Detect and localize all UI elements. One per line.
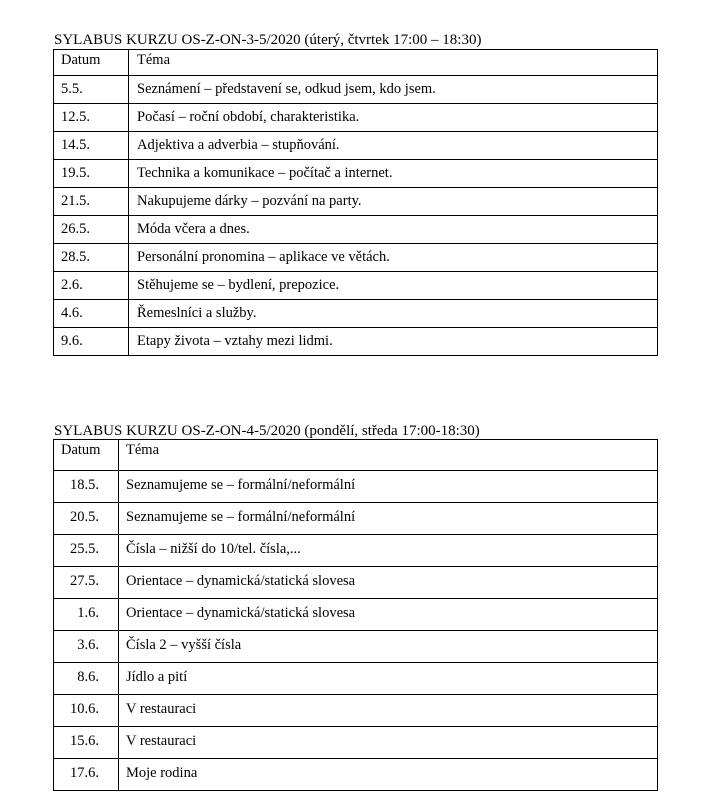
row-date: 3.6. [54, 631, 119, 663]
header-date: Datum [54, 440, 119, 471]
row-topic: Technika a komunikace – počítač a internet. [129, 160, 658, 188]
syllabus-2-caption: SYLABUS KURZU OS-Z-ON-4-5/2020 (pondělí, středa 17:00-18:30) [54, 423, 480, 439]
row-date: 26.5. [54, 216, 129, 244]
table-header-row [54, 50, 658, 76]
row-topic: Móda včera a dnes. [129, 216, 658, 244]
row-date: 14.5. [54, 132, 129, 160]
row-date: 27.5. [54, 567, 119, 599]
header-date: Datum [54, 50, 129, 76]
table-row [54, 535, 658, 567]
table-row [54, 216, 658, 244]
row-date: 9.6. [54, 328, 129, 356]
table-row [54, 328, 658, 356]
row-topic: Stěhujeme se – bydlení, prepozice. [129, 272, 658, 300]
row-topic: Seznamujeme se – formální/neformální [119, 471, 658, 503]
row-topic: V restauraci [119, 727, 658, 759]
table-row [54, 104, 658, 132]
row-topic: Čísla – nižší do 10/tel. čísla,... [119, 535, 658, 567]
row-topic: Počasí – roční období, charakteristika. [129, 104, 658, 132]
row-date: 20.5. [54, 503, 119, 535]
row-topic: Moje rodina [119, 759, 658, 791]
row-date: 17.6. [54, 759, 119, 791]
row-date: 18.5. [54, 471, 119, 503]
syllabus-1-table [53, 49, 658, 356]
row-topic: Seznamujeme se – formální/neformální [119, 503, 658, 535]
table-row [54, 188, 658, 216]
table-row [54, 695, 658, 727]
table-row [54, 503, 658, 535]
table-row [54, 599, 658, 631]
table-row [54, 132, 658, 160]
row-topic: Adjektiva a adverbia – stupňování. [129, 132, 658, 160]
syllabus-2-table [53, 439, 658, 791]
row-date: 28.5. [54, 244, 129, 272]
row-topic: Seznámení – představení se, odkud jsem, kdo jsem. [129, 76, 658, 104]
row-topic: Nakupujeme dárky – pozvání na party. [129, 188, 658, 216]
row-date: 1.6. [54, 599, 119, 631]
row-topic: V restauraci [119, 695, 658, 727]
row-date: 5.5. [54, 76, 129, 104]
row-date: 21.5. [54, 188, 129, 216]
row-date: 4.6. [54, 300, 129, 328]
table-row [54, 567, 658, 599]
header-topic: Téma [119, 440, 658, 471]
table-row [54, 759, 658, 791]
table-row [54, 160, 658, 188]
row-date: 12.5. [54, 104, 129, 132]
header-topic: Téma [129, 50, 658, 76]
row-topic: Orientace – dynamická/statická slovesa [119, 567, 658, 599]
row-topic: Etapy života – vztahy mezi lidmi. [129, 328, 658, 356]
table-row [54, 76, 658, 104]
row-date: 15.6. [54, 727, 119, 759]
row-date: 2.6. [54, 272, 129, 300]
row-date: 8.6. [54, 663, 119, 695]
table-row [54, 244, 658, 272]
table-row [54, 631, 658, 663]
row-topic: Orientace – dynamická/statická slovesa [119, 599, 658, 631]
row-date: 19.5. [54, 160, 129, 188]
table-row [54, 471, 658, 503]
table-header-row [54, 440, 658, 471]
syllabus-1-caption: SYLABUS KURZU OS-Z-ON-3-5/2020 (úterý, čtvrtek 17:00 – 18:30) [54, 32, 482, 48]
row-topic: Personální pronomina – aplikace ve větách. [129, 244, 658, 272]
row-topic: Jídlo a pití [119, 663, 658, 695]
row-date: 25.5. [54, 535, 119, 567]
row-topic: Řemeslníci a služby. [129, 300, 658, 328]
row-date: 10.6. [54, 695, 119, 727]
row-topic: Čísla 2 – vyšší čísla [119, 631, 658, 663]
table-row [54, 727, 658, 759]
table-row [54, 300, 658, 328]
table-row [54, 272, 658, 300]
table-row [54, 663, 658, 695]
